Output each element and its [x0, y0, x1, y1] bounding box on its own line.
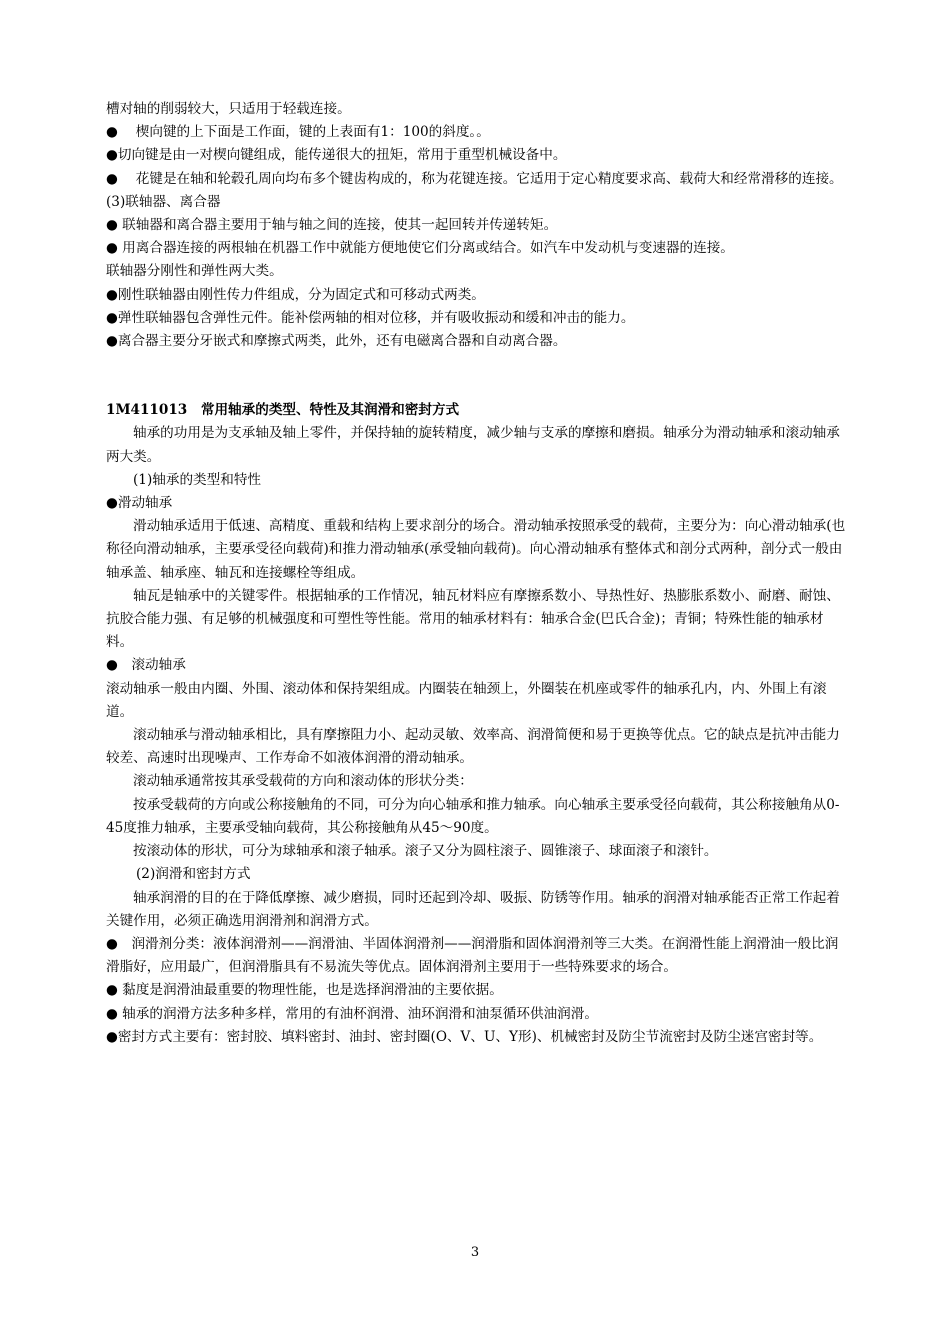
- bullet-item: ●刚性联轴器由刚性传力件组成，分为固定式和可移动式两类。: [106, 286, 485, 303]
- section-spacer: [106, 353, 848, 399]
- bullet-item: ● 联轴器和离合器主要用于轴与轴之间的连接，使其一起回转并传递转矩。: [106, 217, 558, 234]
- paragraph: 轴瓦是轴承中的关键零件。根据轴承的工作情况，轴瓦材料应有摩擦系数小、导热性好、热膨胀系数小、耐磨、耐蚀、抗胶合能力强、有足够的机械强度和可塑性等性能。常用的轴承材料有：轴承合金(巴氏合金)；青铜；特殊性能的轴承材料。: [106, 587, 840, 651]
- paragraph: 按承受载荷的方向或公称接触角的不同，可分为向心轴承和推力轴承。向心轴承主要承受径向载荷，其公称接触角从0-45度推力轴承，主要承受轴向载荷，其公称接触角从45～90度。: [106, 796, 840, 836]
- bullet-item: ●滑动轴承: [106, 495, 173, 512]
- bullet-item: ●切向键是由一对楔向键组成，能传递很大的扭矩，常用于重型机械设备中。: [106, 147, 567, 164]
- bullet-item: ●密封方式主要有：密封胶、填料密封、油封、密封圈(O、V、U、Y形)、机械密封及防尘节流密封及防尘迷宫密封等。: [106, 1028, 823, 1045]
- bullet-item: ● 轴承的润滑方法多种多样，常用的有油杯润滑、油环润滑和油泵循环供油润滑。: [106, 1005, 598, 1022]
- subheading: (2)润滑和密封方式: [136, 866, 251, 883]
- subheading: (3)联轴器、离合器: [106, 193, 221, 210]
- paragraph: 联轴器分刚性和弹性两大类。: [106, 263, 283, 280]
- paragraph: 按滚动体的形状，可分为球轴承和滚子轴承。滚子又分为圆柱滚子、圆锥滚子、球面滚子和滚针。: [133, 843, 718, 860]
- bullet-item: ● 滚动轴承: [106, 657, 186, 674]
- bullet-item: ● 花键是在轴和轮毂孔周向均布多个键齿构成的，称为花键连接。它适用于定心精度要求高、载荷大和经常滑移的连接。: [106, 170, 843, 187]
- bullet-item: ●弹性联轴器包含弹性元件。能补偿两轴的相对位移，并有吸收振动和缓和冲击的能力。: [106, 309, 635, 326]
- bullet-item: ● 楔向键的上下面是工作面，键的上表面有1：100的斜度。。: [106, 124, 490, 141]
- bullet-item: ● 黏度是润滑油最重要的物理性能，也是选择润滑油的主要依据。: [106, 982, 503, 999]
- paragraph: 轴承的功用是为支承轴及轴上零件，并保持轴的旋转精度，减少轴与支承的摩擦和磨损。轴承分为滑动轴承和滚动轴承两大类。: [106, 425, 840, 465]
- bullet-item: ●离合器主要分牙嵌式和摩擦式两类，此外，还有电磁离合器和自动离合器。: [106, 333, 567, 350]
- page-body: [106, 98, 848, 1049]
- paragraph: 滚动轴承通常按其承受载荷的方向和滚动体的形状分类：: [133, 773, 473, 790]
- subheading: (1)轴承的类型和特性: [133, 471, 262, 488]
- paragraph: 轴承润滑的目的在于降低摩擦、减少磨损，同时还起到冷却、吸振、防锈等作用。轴承的润滑对轴承能否正常工作起着关键作用，必须正确选用润滑剂和润滑方式。: [106, 889, 840, 929]
- bullet-item: ● 润滑剂分类：液体润滑剂——润滑油、半固体润滑剂——润滑脂和固体润滑剂等三大类。在润滑性能上润滑油一般比润滑脂好，应用最广，但润滑脂具有不易流失等优点。固体润滑剂主要用于一些特殊要求的场合。: [106, 935, 839, 976]
- section-heading: 1M411013 常用轴承的类型、特性及其润滑和密封方式: [106, 402, 460, 419]
- page-number: 3: [470, 1245, 480, 1260]
- paragraph: 滚动轴承一般由内圈、外围、滚动体和保持架组成。内圈装在轴颈上，外圈装在机座或零件的轴承孔内，内、外围上有滚道。: [106, 680, 827, 720]
- bullet-item: ● 用离合器连接的两根轴在机器工作中就能方便地使它们分离或结合。如汽车中发动机与变速器的连接。: [106, 240, 734, 257]
- paragraph: 槽对轴的削弱较大，只适用于轻载连接。: [106, 101, 351, 117]
- paragraph: 滑动轴承适用于低速、高精度、重载和结构上要求剖分的场合。滑动轴承按照承受的载荷，主要分为：向心滑动轴承(也称径向滑动轴承，主要承受径向载荷)和推力滑动轴承(承受轴向载荷)。向心滑动轴承有整体式和剖分式两种，剖分式一般由轴承盖、轴承座、轴瓦和连接螺栓等组成。: [106, 518, 846, 581]
- paragraph: 滚动轴承与滑动轴承相比，具有摩擦阻力小、起动灵敏、效率高、润滑简便和易于更换等优点。它的缺点是抗冲击能力较差、高速时出现噪声、工作寿命不如液体润滑的滑动轴承。: [106, 727, 840, 767]
